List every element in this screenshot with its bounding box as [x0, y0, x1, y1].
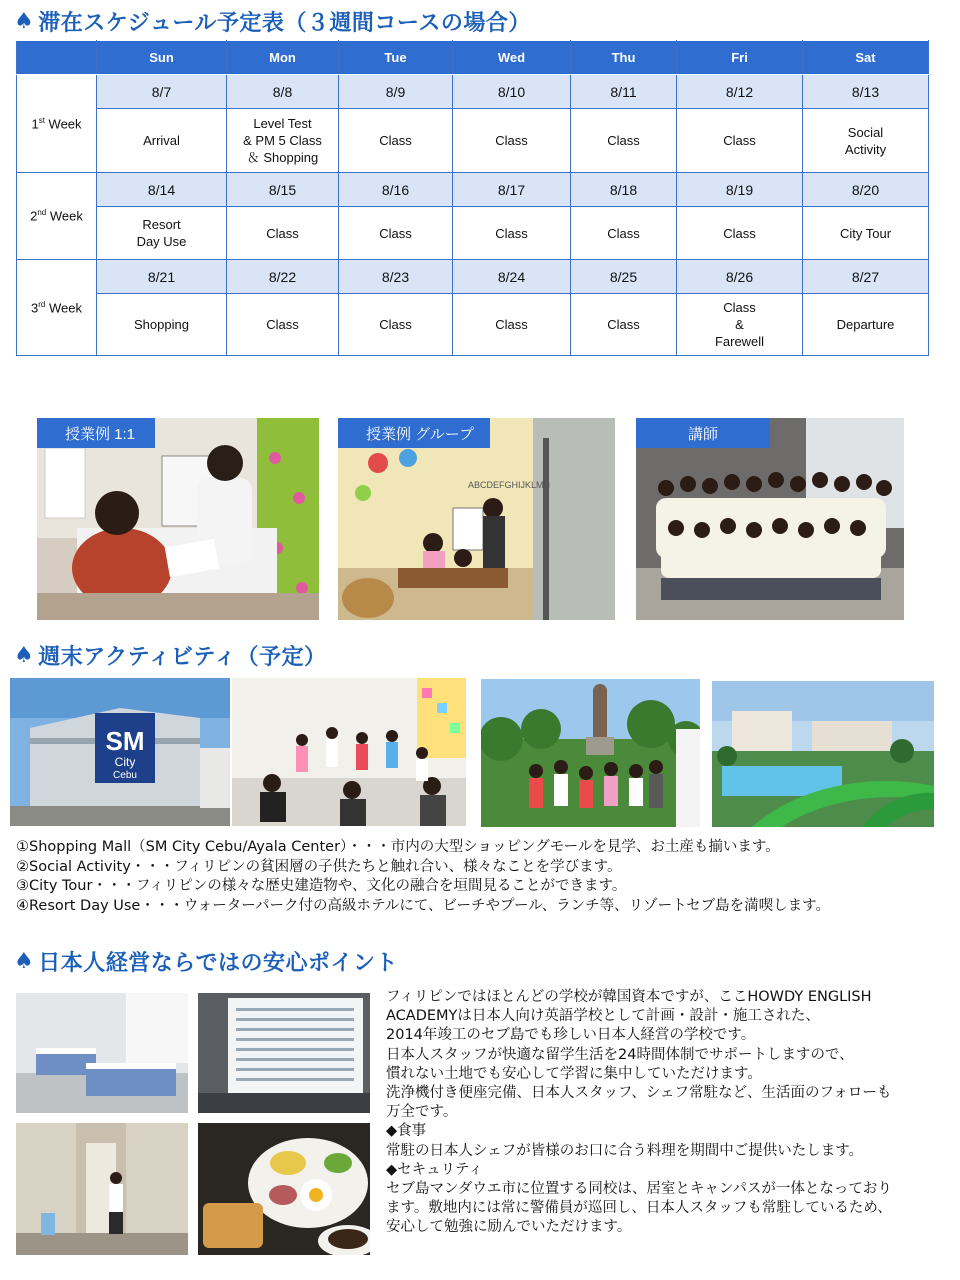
- paragraph-line: 常駐の日本人シェフが皆様のお口に合う料理を期間中ご提供いたします。: [386, 1142, 864, 1159]
- activity-cell: [571, 109, 677, 173]
- paragraph-line: 万全です。: [386, 1104, 458, 1121]
- date-cell: 8/9: [339, 75, 453, 109]
- safety-section-title: ♠ 日本人経営ならではの安心ポイント: [14, 948, 399, 976]
- date-cell: 8/19: [677, 173, 803, 207]
- date-cell: 8/8: [227, 75, 339, 109]
- activity-cell: [677, 207, 803, 260]
- activity-cell: [339, 294, 453, 356]
- paragraph-line: フィリピンではほとんどの学校が韓国資本ですが、ここHOWDY ENGLISH: [386, 989, 872, 1005]
- activity-cell: [453, 294, 571, 356]
- activity-cell: [803, 294, 929, 356]
- paragraph-line: 安心して勉強に励んでいただけます。: [386, 1219, 632, 1236]
- activity-cell: [571, 207, 677, 260]
- activity-line: Class: [723, 300, 756, 315]
- sm-logo-city: City: [114, 755, 136, 769]
- board-letters: ABCDEFGHIJKLMN: [468, 480, 551, 490]
- photo-notice-board: [198, 993, 370, 1113]
- photo-city-tour: [481, 679, 700, 827]
- activity-line: Class: [495, 133, 528, 148]
- activity-line: Class: [607, 225, 640, 241]
- sm-logo-text: SM: [105, 726, 145, 756]
- activity-line: Day Use: [136, 234, 187, 249]
- list-item: ④Resort Day Use・・・ウォーターパーク付の高級ホテルにて、ビーチやプール、ランチ等、リゾートセブ島を満喫します。: [16, 897, 830, 914]
- activity-cell: [339, 109, 453, 173]
- caption-teachers: 講師: [636, 418, 770, 448]
- activity-cell: [677, 294, 803, 356]
- activity-line: Resort: [142, 217, 181, 232]
- activity-line: Class: [495, 225, 528, 241]
- activity-row: [17, 294, 929, 356]
- date-cell: 8/21: [97, 260, 227, 294]
- activity-line: Class: [379, 133, 412, 148]
- weekend-activity-list: [16, 838, 946, 916]
- list-item: ②Social Activity・・・フィリピンの貧困層の子供たちと触れ合い、様々なことを学びます。: [16, 858, 622, 875]
- date-row: [17, 75, 929, 109]
- date-cell: 8/20: [803, 173, 929, 207]
- list-item: ③City Tour・・・フィリピンの様々な歴史建造物や、文化の融合を垣間見ることができます。: [16, 878, 627, 894]
- activity-line: Class: [495, 317, 528, 332]
- photo-sm-city-cebu: [10, 678, 230, 826]
- activity-line: Class: [379, 317, 412, 332]
- schedule-section-title: ♠ 滞在スケジュール予定表（３週間コースの場合）: [14, 8, 531, 36]
- activity-line: ＆ Shopping: [246, 150, 319, 165]
- activity-line: Class: [266, 225, 299, 241]
- activity-line: Class: [723, 133, 756, 148]
- day-header: Thu: [571, 41, 677, 75]
- paragraph-line: ◆セキュリティ: [386, 1161, 483, 1178]
- schedule-table: [16, 40, 929, 356]
- spade-icon: ♠: [14, 948, 35, 974]
- paragraph-line: 日本人スタッフが快適な留学生活を24時間体制でサポートしますので、: [386, 1046, 854, 1063]
- caption-group-class: 授業例 グループ: [338, 418, 490, 448]
- paragraph-line: 慣れない土地でも安心して学習に集中していただけます。: [386, 1065, 762, 1082]
- activity-row: [17, 207, 929, 260]
- date-cell: 8/25: [571, 260, 677, 294]
- date-cell: 8/24: [453, 260, 571, 294]
- activity-line: Departure: [836, 317, 895, 332]
- activity-line: Class: [607, 317, 640, 332]
- activity-row: [17, 109, 929, 173]
- spade-icon: ♠: [14, 8, 35, 34]
- activity-cell: [227, 294, 339, 356]
- activity-line: City Tour: [839, 225, 892, 241]
- activity-line: Class: [379, 225, 412, 241]
- activity-cell: [339, 207, 453, 260]
- paragraph-line: 洗浄機付き便座完備、日本人スタッフ、シェフ常駐など、生活面のフォローも: [386, 1085, 892, 1102]
- weekend-section-title: ♠ 週末アクティビティ（予定）: [14, 642, 327, 670]
- date-cell: 8/27: [803, 260, 929, 294]
- day-header: Sat: [803, 41, 929, 75]
- date-cell: 8/18: [571, 173, 677, 207]
- date-cell: 8/23: [339, 260, 453, 294]
- paragraph-line: ◆食事: [386, 1123, 427, 1140]
- date-cell: 8/14: [97, 173, 227, 207]
- date-cell: 8/12: [677, 75, 803, 109]
- activity-cell: [97, 207, 227, 260]
- date-cell: 8/13: [803, 75, 929, 109]
- activity-line: Arrival: [143, 133, 180, 148]
- paragraph-line: 2014年竣工のセブ島でも珍しい日本人経営の学校です。: [386, 1027, 756, 1044]
- sm-logo-cebu: Cebu: [113, 770, 137, 781]
- activity-line: & PM 5 Class: [243, 133, 322, 148]
- date-cell: 8/10: [453, 75, 571, 109]
- paragraph-line: ACADEMYは日本人向け英語学校として計画・設計・施工された、: [386, 1008, 820, 1025]
- activity-line: Class: [607, 133, 640, 148]
- activity-cell: [803, 207, 929, 260]
- photo-social-activity: [232, 678, 466, 826]
- day-header-row: [17, 41, 929, 75]
- activity-line: Class: [266, 317, 299, 332]
- activity-line: Farewell: [714, 334, 765, 349]
- activity-cell: [227, 109, 339, 173]
- activity-line: Activity: [844, 141, 887, 157]
- photo-group-class: [338, 418, 615, 620]
- date-cell: 8/17: [453, 173, 571, 207]
- paragraph-line: ます。敷地内には常に警備員が巡回し、日本人スタッフも常駐しているため、: [386, 1200, 892, 1217]
- week-label: 2nd Week: [17, 173, 97, 260]
- caption-one-on-one: 授業例 1:1: [37, 418, 155, 448]
- date-cell: 8/16: [339, 173, 453, 207]
- activity-cell: [677, 109, 803, 173]
- safety-description: [386, 988, 952, 1238]
- date-cell: 8/11: [571, 75, 677, 109]
- activity-cell: [97, 294, 227, 356]
- activity-cell: [227, 207, 339, 260]
- activity-cell: [453, 109, 571, 173]
- activity-line: Level Test: [253, 116, 312, 131]
- date-row: [17, 260, 929, 294]
- list-item: ①Shopping Mall（SM City Cebu/Ayala Center）・・・市内の大型ショッピングモールを見学、お土産も揃います。: [16, 839, 780, 855]
- activity-line: Social: [847, 124, 884, 140]
- photo-one-on-one: [37, 418, 319, 620]
- date-cell: 8/22: [227, 260, 339, 294]
- photo-teachers: [636, 418, 904, 620]
- corner-cell: [17, 41, 97, 75]
- day-header: Wed: [453, 41, 571, 75]
- photo-dorm-room: [16, 993, 188, 1113]
- activity-cell: [453, 207, 571, 260]
- date-row: [17, 173, 929, 207]
- activity-cell: [97, 109, 227, 173]
- photo-resort-day-use: [712, 681, 934, 827]
- date-cell: 8/15: [227, 173, 339, 207]
- paragraph-line: セブ島マンダウエ市に位置する同校は、居室とキャンパスが一体となっており: [386, 1181, 892, 1198]
- day-header: Mon: [227, 41, 339, 75]
- date-cell: 8/7: [97, 75, 227, 109]
- photo-security-guard: [16, 1123, 188, 1255]
- week-label: 1st Week: [17, 75, 97, 173]
- photo-meal: [198, 1123, 370, 1255]
- activity-line: Class: [723, 225, 756, 241]
- day-header: Sun: [97, 41, 227, 75]
- spade-icon: ♠: [14, 642, 35, 668]
- date-cell: 8/26: [677, 260, 803, 294]
- week-label: 3rd Week: [17, 260, 97, 356]
- day-header: Fri: [677, 41, 803, 75]
- day-header: Tue: [339, 41, 453, 75]
- activity-cell: [803, 109, 929, 173]
- activity-line: Shopping: [134, 317, 189, 332]
- activity-cell: [571, 294, 677, 356]
- activity-line: &: [735, 317, 744, 332]
